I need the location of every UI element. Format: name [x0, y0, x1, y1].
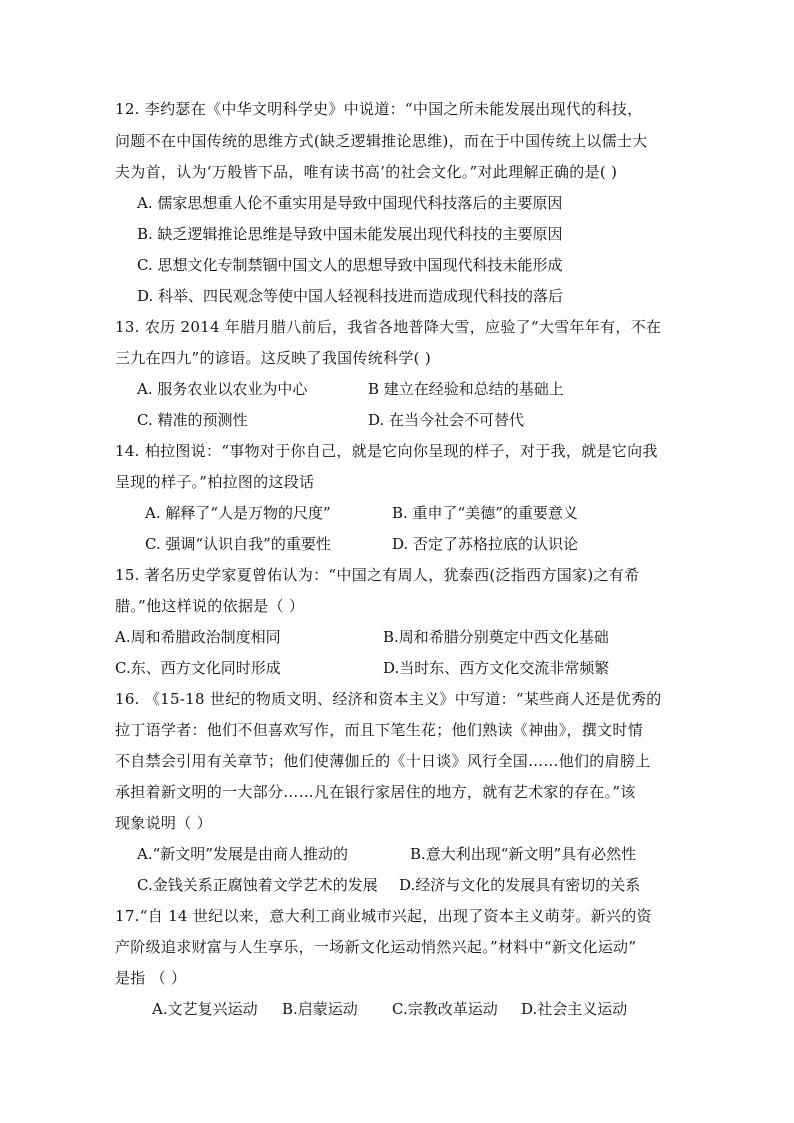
option-c: C.东、西方文化同时形成: [115, 659, 281, 677]
question-text-line: 腊。”他这样说的依据是（ ）: [115, 597, 305, 615]
option-c: C. 强调“认识自我”的重要性: [145, 535, 331, 553]
option-b: B.启蒙运动: [282, 1000, 358, 1018]
question-text-line: 13. 农历 2014 年腊月腊八前后，我省各地普降大雪，应验了“大雪年年有，不在: [115, 318, 662, 336]
question-text-line: 不自禁会引用有关章节；他们使薄伽丘的《十日谈》风行全国……他们的肩膀上: [115, 752, 651, 770]
option-b: B.周和希腊分别奠定中西文化基础: [383, 628, 609, 646]
question-text-line: 16. 《15-18 世纪的物质文明、经济和资本主义》中写道：“某些商人还是优秀的: [115, 690, 662, 708]
option-a: A. 服务农业以农业为中心: [137, 380, 308, 398]
option-d: D. 否定了苏格拉底的认识论: [392, 535, 579, 553]
question-text-line: 是指 （ ）: [115, 969, 187, 987]
option-c: C.宗教改革运动: [392, 1000, 498, 1018]
option-d: D. 在当今社会不可替代: [368, 411, 525, 429]
option-a: A. 儒家思想重人伦不重实用是导致中国现代科技落后的主要原因: [137, 194, 563, 212]
question-text-line: 问题不在中国传统的思维方式(缺乏逻辑推论思维)，而在于中国传统上以儒士大: [115, 132, 648, 150]
option-a: A.周和希腊政治制度相同: [115, 628, 281, 646]
question-text-line: 夫为首，认为‘万般皆下品，唯有读书高’的社会文化。”对此理解正确的是( ): [115, 163, 618, 181]
option-b: B. 重申了“美德”的重要意义: [392, 504, 578, 522]
option-d: D.社会主义运动: [521, 1000, 628, 1018]
question-text-line: 14. 柏拉图说：“事物对于你自己，就是它向你呈现的样子，对于我，就是它向我: [115, 442, 658, 460]
option-a: A.“新文明”发展是由商人推动的: [137, 845, 348, 863]
question-text-line: 现象说明（ ）: [115, 814, 212, 832]
option-d: D.经济与文化的发展具有密切的关系: [399, 876, 641, 894]
question-text-line: 产阶级追求财富与人生享乐，一场新文化运动悄然兴起。”材料中“新文化运动”: [115, 938, 637, 956]
option-b: B.意大利出现“新文明”具有必然性: [410, 845, 637, 863]
question-text-line: 三九在四九”的谚语。这反映了我国传统科学( ): [115, 349, 432, 367]
option-d: D. 科举、四民观念等使中国人轻视科技进而造成现代科技的落后: [137, 287, 564, 305]
option-a: A.文艺复兴运动: [152, 1000, 258, 1018]
option-d: D.当时东、西方文化交流非常频繁: [383, 659, 610, 677]
question-text-line: 12. 李约瑟在《中华文明科学史》中说道：“中国之所未能发展出现代的科技，: [115, 100, 643, 118]
option-a: A. 解释了“人是万物的尺度”: [145, 504, 331, 522]
option-b: B 建立在经验和总结的基础上: [368, 380, 564, 398]
question-text-line: 15. 著名历史学家夏曾佑认为：“中国之有周人，犹泰西(泛指西方国家)之有希: [115, 566, 640, 584]
option-c: C. 思想文化专制禁锢中国文人的思想导致中国现代科技未能形成: [137, 256, 563, 274]
option-b: B. 缺乏逻辑推论思维是导致中国未能发展出现代科技的主要原因: [137, 225, 563, 243]
question-text-line: 呈现的样子。”柏拉图的这段话: [115, 473, 315, 491]
question-text-line: 拉丁语学者：他们不但喜欢写作，而且下笔生花；他们熟读《神曲》，撰文时情: [115, 721, 644, 739]
question-text-line: 承担着新文明的一大部分……凡在银行家居住的地方，就有艺术家的存在。”该: [115, 783, 636, 801]
option-c: C. 精准的预测性: [137, 411, 248, 429]
option-c: C.金钱关系正腐蚀着文学艺术的发展: [137, 876, 378, 894]
question-text-line: 17.“自 14 世纪以来，意大利工商业城市兴起，出现了资本主义萌芽。新兴的资: [115, 907, 652, 925]
